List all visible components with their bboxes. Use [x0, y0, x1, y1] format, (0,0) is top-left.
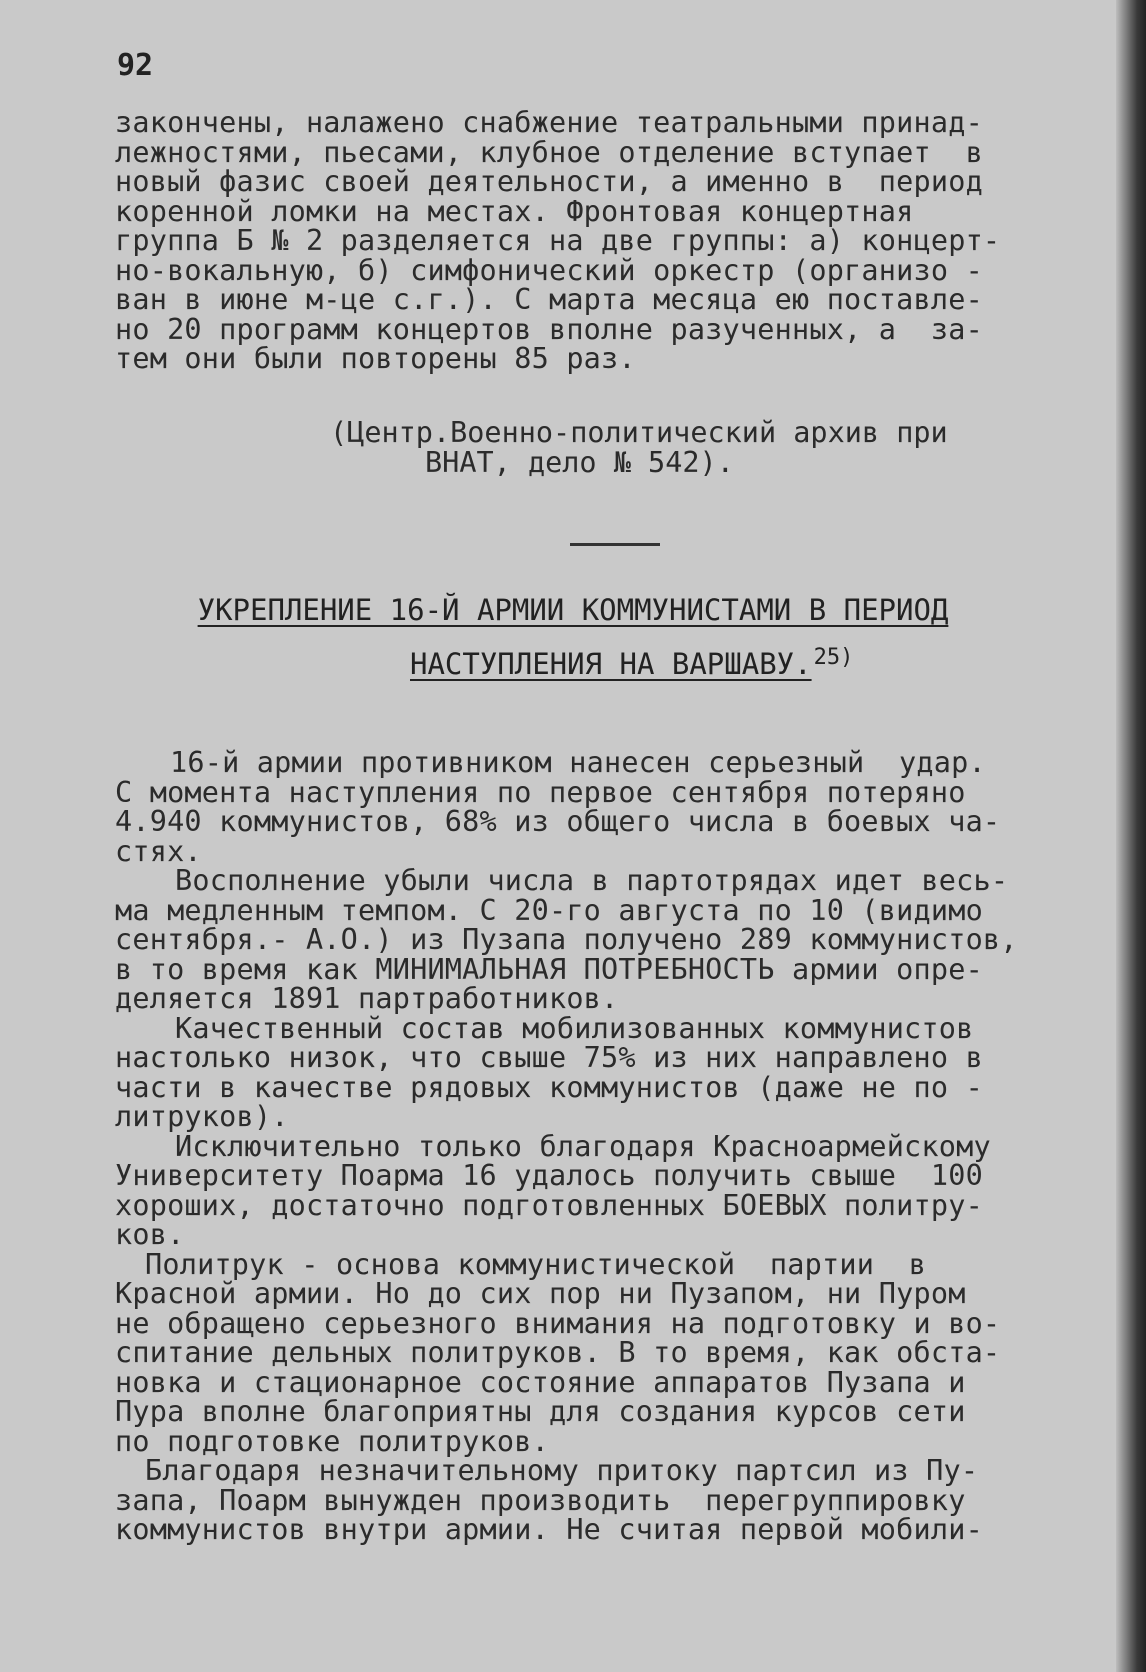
text-line: Восполнение убыли числа в партотрядах идет весь- — [175, 864, 1009, 897]
text-line: хороших, достаточно подготовленных БОЕВЫХ политру- — [115, 1188, 983, 1222]
text-line: запа, Поарм вынужден производить перегруппировку — [115, 1483, 966, 1517]
citation-line: (Центр.Военно-политический архив при — [330, 416, 948, 449]
page-number: 92 — [117, 48, 154, 83]
text-line: 4.940 коммунистов, 68% из общего числа в боевых ча- — [115, 805, 1001, 838]
text-line: стях. — [115, 834, 202, 868]
section-heading-line2: НАСТУПЛЕНИЯ НА ВАРШАВУ.$^{25)}$ — [410, 645, 854, 681]
body-text-block — [115, 748, 1105, 1545]
text-line: Благодаря незначительному притоку партсил из Пу- — [145, 1454, 979, 1487]
citation-line: ВНАТ, дело № 542). — [425, 446, 734, 479]
text-line: не обращено серьезного внимания на подготовку и во- — [115, 1306, 1001, 1340]
section-heading-line1: УКРЕПЛЕНИЕ 16-Й АРМИИ КОММУНИСТАМИ В ПЕРИОД — [197, 593, 949, 627]
text-line: лежностями, пьесами, клубное отделение вступает в — [115, 135, 983, 169]
archive-source-citation — [330, 418, 948, 478]
text-line: Политрук - основа коммунистической партии в — [145, 1247, 927, 1281]
page-edge-shadow — [1116, 0, 1146, 1672]
text-line: ма медленным темпом. С 20-го августа по 10 (видимо — [115, 893, 983, 927]
text-line: ков. — [115, 1218, 185, 1251]
text-line: 16-й армии противником нанесен серьезный удар. — [170, 746, 986, 779]
paragraph — [115, 748, 1105, 866]
paragraph — [115, 1247, 1105, 1458]
text-line: закончены, налажено снабжение театральными принад- — [115, 106, 983, 139]
text-line: тем они были повторены 85 раз. — [115, 342, 636, 375]
text-line: Пура вполне благоприятны для создания курсов сети — [115, 1395, 966, 1428]
text-line: коренной ломки на местах. Фронтовая концертная — [115, 194, 914, 228]
paragraph — [115, 866, 1105, 1014]
text-line: по подготовке политруков. — [115, 1424, 549, 1458]
text-line: спитание дельных политруков. В то время, как обста- — [115, 1336, 1001, 1369]
text-line: новка и стационарное состояние аппаратов Пузапа и — [115, 1365, 966, 1399]
text-line: но 20 программ концертов вполне разученных, а за- — [115, 312, 983, 346]
intro-text-block — [115, 108, 1105, 374]
text-line: Красной армии. Но до сих пор ни Пузапом, ни Пуром — [115, 1277, 966, 1310]
text-line: коммунистов внутри армии. Не считая первой мобили- — [115, 1513, 983, 1546]
text-line: части в качестве рядовых коммунистов (даже не по - — [115, 1070, 983, 1104]
text-line: сентября.- А.О.) из Пузапа получено 289 коммунистов, — [115, 923, 1018, 956]
text-line: деляется 1891 партработников. — [115, 982, 619, 1015]
paragraph — [115, 1456, 1105, 1545]
text-line: Качественный состав мобилизованных коммунистов — [175, 1011, 974, 1045]
text-line: Исключительно только благодаря Красноармейскому — [175, 1129, 991, 1163]
text-line: Университету Поарма 16 удалось получить свыше 100 — [115, 1159, 983, 1192]
footnote-marker: 25) — [813, 645, 854, 670]
paragraph — [115, 1129, 1105, 1251]
text-line: новый фазис своей деятельности, а именно в период — [115, 165, 983, 198]
text-line: ван в июне м-це с.г.). С марта месяца ею поставле- — [115, 283, 983, 316]
section-divider — [570, 543, 660, 546]
text-line: но-вокальную, б) симфонический оркестр (организо - — [115, 253, 983, 287]
text-line: в то время как МИНИМАЛЬНАЯ ПОТРЕБНОСТЬ армии опре- — [115, 952, 983, 986]
text-line: литруков). — [115, 1100, 289, 1133]
paragraph — [115, 1011, 1105, 1133]
text-line: С момента наступления по первое сентября потеряно — [115, 775, 966, 809]
text-line: группа Б № 2 разделяется на две группы: а) концерт- — [115, 224, 1001, 257]
text-line: настолько низок, что свыше 75% из них направлено в — [115, 1041, 983, 1074]
